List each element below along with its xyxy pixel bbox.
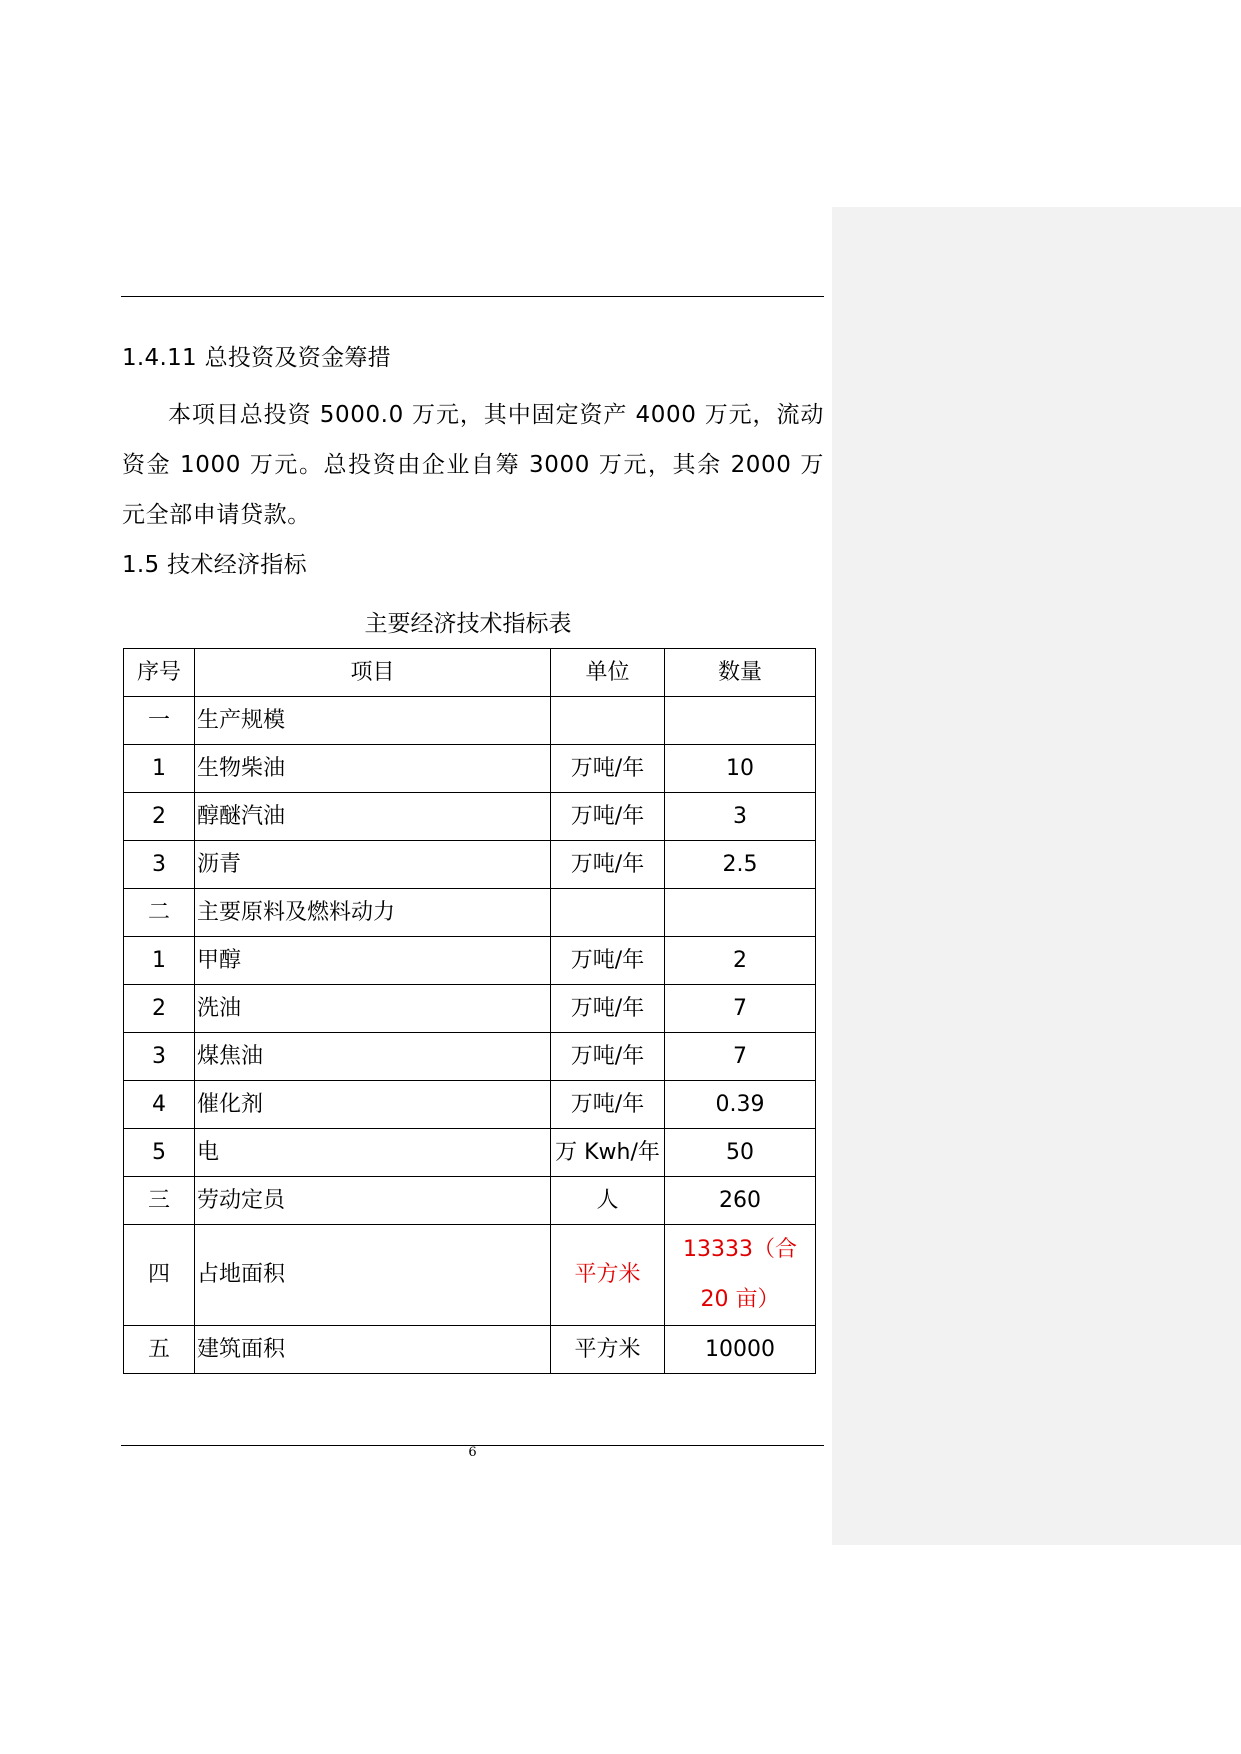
table-row (124, 745, 816, 793)
comment-pane (832, 207, 1241, 1545)
table-row (124, 1081, 816, 1129)
table-row (124, 697, 816, 745)
row-unit: 万吨/年 (551, 1081, 665, 1129)
row-no: 一 (124, 697, 195, 745)
row-qty: 260 (665, 1177, 816, 1225)
row-no: 四 (124, 1225, 195, 1326)
row-no: 4 (124, 1081, 195, 1129)
table-row (124, 1177, 816, 1225)
section-heading: 1.4.11 总投资及资金筹措 (122, 345, 391, 371)
row-unit: 万吨/年 (551, 1033, 665, 1081)
row-unit: 万吨/年 (551, 745, 665, 793)
header-rule (121, 296, 824, 297)
table-caption: 主要经济技术指标表 (364, 611, 572, 637)
row-unit: 人 (551, 1177, 665, 1225)
qty-highlighted-text: 13333（合 20 亩） (683, 1237, 797, 1312)
row-item: 洗油 (195, 985, 551, 1033)
row-qty: 2 (665, 937, 816, 985)
row-item: 煤焦油 (195, 1033, 551, 1081)
row-no: 1 (124, 745, 195, 793)
row-qty (665, 889, 816, 937)
row-item: 生产规模 (195, 697, 551, 745)
table-header-row (124, 649, 816, 697)
row-unit: 万吨/年 (551, 985, 665, 1033)
table-row (124, 889, 816, 937)
row-no: 三 (124, 1177, 195, 1225)
row-unit: 万吨/年 (551, 841, 665, 889)
row-qty (665, 697, 816, 745)
header-item: 项目 (195, 649, 551, 697)
row-item: 醇醚汽油 (195, 793, 551, 841)
row-no: 2 (124, 793, 195, 841)
row-unit: 万吨/年 (551, 793, 665, 841)
row-no: 五 (124, 1326, 195, 1374)
row-unit-highlighted: 平方米 (551, 1225, 665, 1326)
subsection-heading: 1.5 技术经济指标 (122, 552, 307, 578)
header-unit: 单位 (551, 649, 665, 697)
indicator-table (123, 648, 816, 1374)
table-row (124, 1225, 816, 1326)
row-no: 3 (124, 841, 195, 889)
table-row (124, 1033, 816, 1081)
row-qty-highlighted (665, 1225, 816, 1326)
row-no: 1 (124, 937, 195, 985)
row-no: 3 (124, 1033, 195, 1081)
row-qty: 10 (665, 745, 816, 793)
row-unit: 万 Kwh/年 (551, 1129, 665, 1177)
page-number: 6 (468, 1445, 477, 1460)
row-unit: 平方米 (551, 1326, 665, 1374)
table-row (124, 841, 816, 889)
row-item: 劳动定员 (195, 1177, 551, 1225)
row-qty: 0.39 (665, 1081, 816, 1129)
header-qty: 数量 (665, 649, 816, 697)
row-item: 沥青 (195, 841, 551, 889)
row-qty: 50 (665, 1129, 816, 1177)
row-qty: 2.5 (665, 841, 816, 889)
row-no: 二 (124, 889, 195, 937)
table-row (124, 937, 816, 985)
row-unit (551, 697, 665, 745)
table-row (124, 793, 816, 841)
row-unit: 万吨/年 (551, 937, 665, 985)
row-item: 建筑面积 (195, 1326, 551, 1374)
table-row (124, 1326, 816, 1374)
row-item: 生物柴油 (195, 745, 551, 793)
row-item: 催化剂 (195, 1081, 551, 1129)
row-qty: 7 (665, 1033, 816, 1081)
table-row (124, 1129, 816, 1177)
row-item: 主要原料及燃料动力 (195, 889, 551, 937)
row-item: 占地面积 (195, 1225, 551, 1326)
header-no: 序号 (124, 649, 195, 697)
row-unit (551, 889, 665, 937)
row-no: 2 (124, 985, 195, 1033)
row-qty: 7 (665, 985, 816, 1033)
investment-paragraph: 本项目总投资 5000.0 万元，其中固定资产 4000 万元，流动资金 1000 万元。总投资由企业自筹 3000 万元，其余 2000 万元全部申请贷款。 (122, 402, 824, 528)
row-item: 电 (195, 1129, 551, 1177)
row-qty: 10000 (665, 1326, 816, 1374)
row-no: 5 (124, 1129, 195, 1177)
table-row (124, 985, 816, 1033)
row-item: 甲醇 (195, 937, 551, 985)
row-qty: 3 (665, 793, 816, 841)
